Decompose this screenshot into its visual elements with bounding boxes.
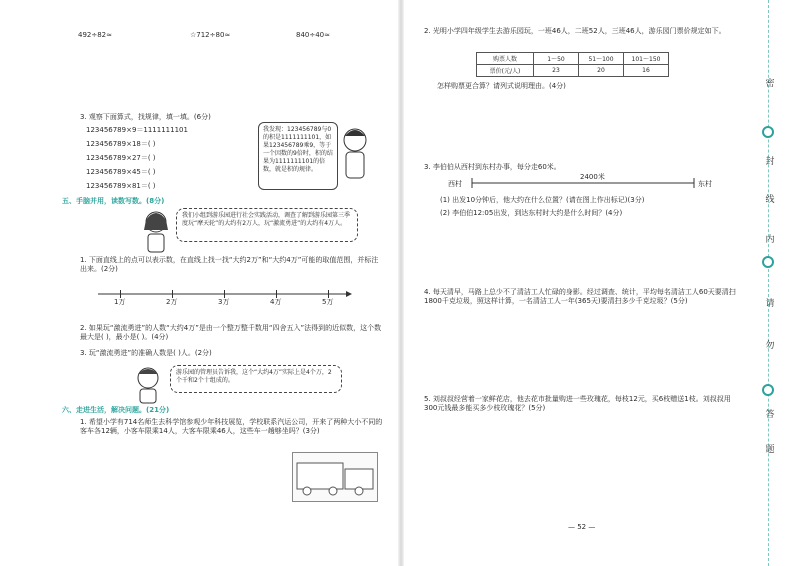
- seal-char: 封: [765, 157, 775, 167]
- seal-char: 答: [765, 410, 775, 420]
- page-number: — 52 —: [568, 523, 596, 531]
- s5-q1: 1. 下面直线上的点可以表示数，在直线上找一找“大约2万”和“大约4万”可能的取值范围，并标注出来。(2分): [80, 256, 379, 273]
- section-5-bubble: 我们小组到游乐园进行社会实践活动，调查了解到游乐园第三季度玩“摩天轮”的大约有2万人，玩“激流勇进”的大约有4万人。: [176, 208, 358, 242]
- s5-bubble-2: 游乐园的管理员告诉我，这个“大约4万”实际上是4个万，2个千和2个十组成的。: [170, 365, 342, 393]
- r-q5: 5. 刘叔叔经营着一家鲜花店，他去花市批量购进一些玫瑰花，每枝12元，买6枝赠送1枝。刘叔叔用300元钱最多能买多少枝玫瑰花？(5分): [424, 395, 731, 412]
- girl-illustration: [138, 208, 174, 254]
- r-q3-title: 3. 李伯伯从西村到东村办事，每分走60米。: [424, 163, 561, 171]
- seal-char: 密: [765, 79, 775, 89]
- table-cell: 16: [624, 65, 669, 77]
- number-line-tick-label: 1万: [114, 298, 126, 306]
- r-q4: 4. 每天清早，马路上总少不了清洁工人忙碌的身影。经过调查、统计，平均每名清洁工人60天要清扫1800千克垃圾，照这样计算，一名清洁工人一年(365天)要清扫多少千克垃圾？(5分): [424, 288, 736, 305]
- east-village: 东村: [698, 180, 712, 188]
- s5-q3: 3. 玩“激流勇进”的准确人数是( )人。(2分): [80, 349, 212, 357]
- page-fold: [398, 0, 404, 566]
- q3-hint-bubble: 我发现：123456789与0的积是1111111101，如果123456789乘9，等于一个因数的9倍时，积的结果为1111111101的倍数，就是积的规律。: [258, 122, 338, 190]
- q3-line: 123456789×81＝( ): [86, 182, 156, 190]
- s5-q2: 2. 如果玩“激流勇进”的人数“大约4万”是由一个整万整千数用“四舍五入”法得到的近似数，这个数最大是( )，最小是( )。(4分): [80, 324, 382, 341]
- s6-q1: 1. 希望小学有714名师生去科学馆参观少年科技展览，学校联系汽运公司，开来了两种大小不同的客车各12辆，小客车限乘14人，大客车限乘46人，这些车一趟够坐吗？(3分): [80, 418, 383, 435]
- seal-char: 请: [765, 299, 775, 309]
- number-line-tick: [224, 290, 225, 298]
- q3-line: 123456789×45＝( ): [86, 168, 156, 176]
- q3-line: 123456789×27＝( ): [86, 154, 156, 162]
- number-line-tick: [172, 290, 173, 298]
- ticket-price-table: [476, 52, 669, 77]
- seal-char: 勿: [765, 341, 775, 351]
- number-line-tick-label: 3万: [218, 298, 230, 306]
- distance-label: 2400米: [580, 173, 605, 181]
- r-q3-s1: (1) 出发10分钟后，他大约在什么位置？(请在图上作出标记)(3分): [440, 196, 645, 204]
- table-header: 购票人数: [477, 53, 534, 65]
- number-line-tick-label: 4万: [270, 298, 282, 306]
- division-2: ☆712÷80≈: [190, 31, 231, 39]
- number-line-tick-label: 5万: [322, 298, 334, 306]
- division-3: 840÷40≈: [296, 31, 330, 39]
- q3-line: 123456789×9＝1111111101: [86, 126, 188, 134]
- route-line: [470, 176, 696, 190]
- seal-char: 线: [765, 195, 775, 205]
- bus-illustration: [292, 452, 378, 502]
- seal-char: 题: [765, 445, 775, 455]
- student-illustration: [336, 124, 374, 184]
- table-header: 101～150: [624, 53, 669, 65]
- boy-illustration: [130, 364, 166, 404]
- number-line-tick-label: 2万: [166, 298, 178, 306]
- table-cell: 23: [534, 65, 579, 77]
- table-row-label: 票价(元/人): [477, 65, 534, 77]
- seal-char: 内: [765, 235, 775, 245]
- section-5-title: 五、手脑并用，读数写数。(8分): [62, 197, 165, 205]
- table-header: 1～50: [534, 53, 579, 65]
- seal-dot: [762, 126, 774, 138]
- table-header: 51～100: [579, 53, 624, 65]
- number-line-tick: [276, 290, 277, 298]
- number-line-tick: [120, 290, 121, 298]
- r-q2-question: 怎样购票更合算？请列式说明理由。(4分): [437, 82, 566, 90]
- r-q3-s2: (2) 李伯伯12:05出发，到达东村时大约是什么时间？(4分): [440, 209, 623, 217]
- q3-line: 123456789×18＝( ): [86, 140, 156, 148]
- division-1: 492÷82≈: [78, 31, 112, 39]
- table-cell: 20: [579, 65, 624, 77]
- number-line-tick: [328, 290, 329, 298]
- west-village: 西村: [448, 180, 462, 188]
- seal-dot: [762, 384, 774, 396]
- section-6-title: 六、走进生活，解决问题。(21分): [62, 406, 170, 414]
- r-q2-title: 2. 光明小学四年级学生去游乐园玩，一班46人，二班52人，三班46人，游乐园门票价规定如下。: [424, 27, 726, 35]
- q3-title: 3. 观察下面算式，找规律，填一填。(6分): [80, 113, 211, 121]
- seal-dot: [762, 256, 774, 268]
